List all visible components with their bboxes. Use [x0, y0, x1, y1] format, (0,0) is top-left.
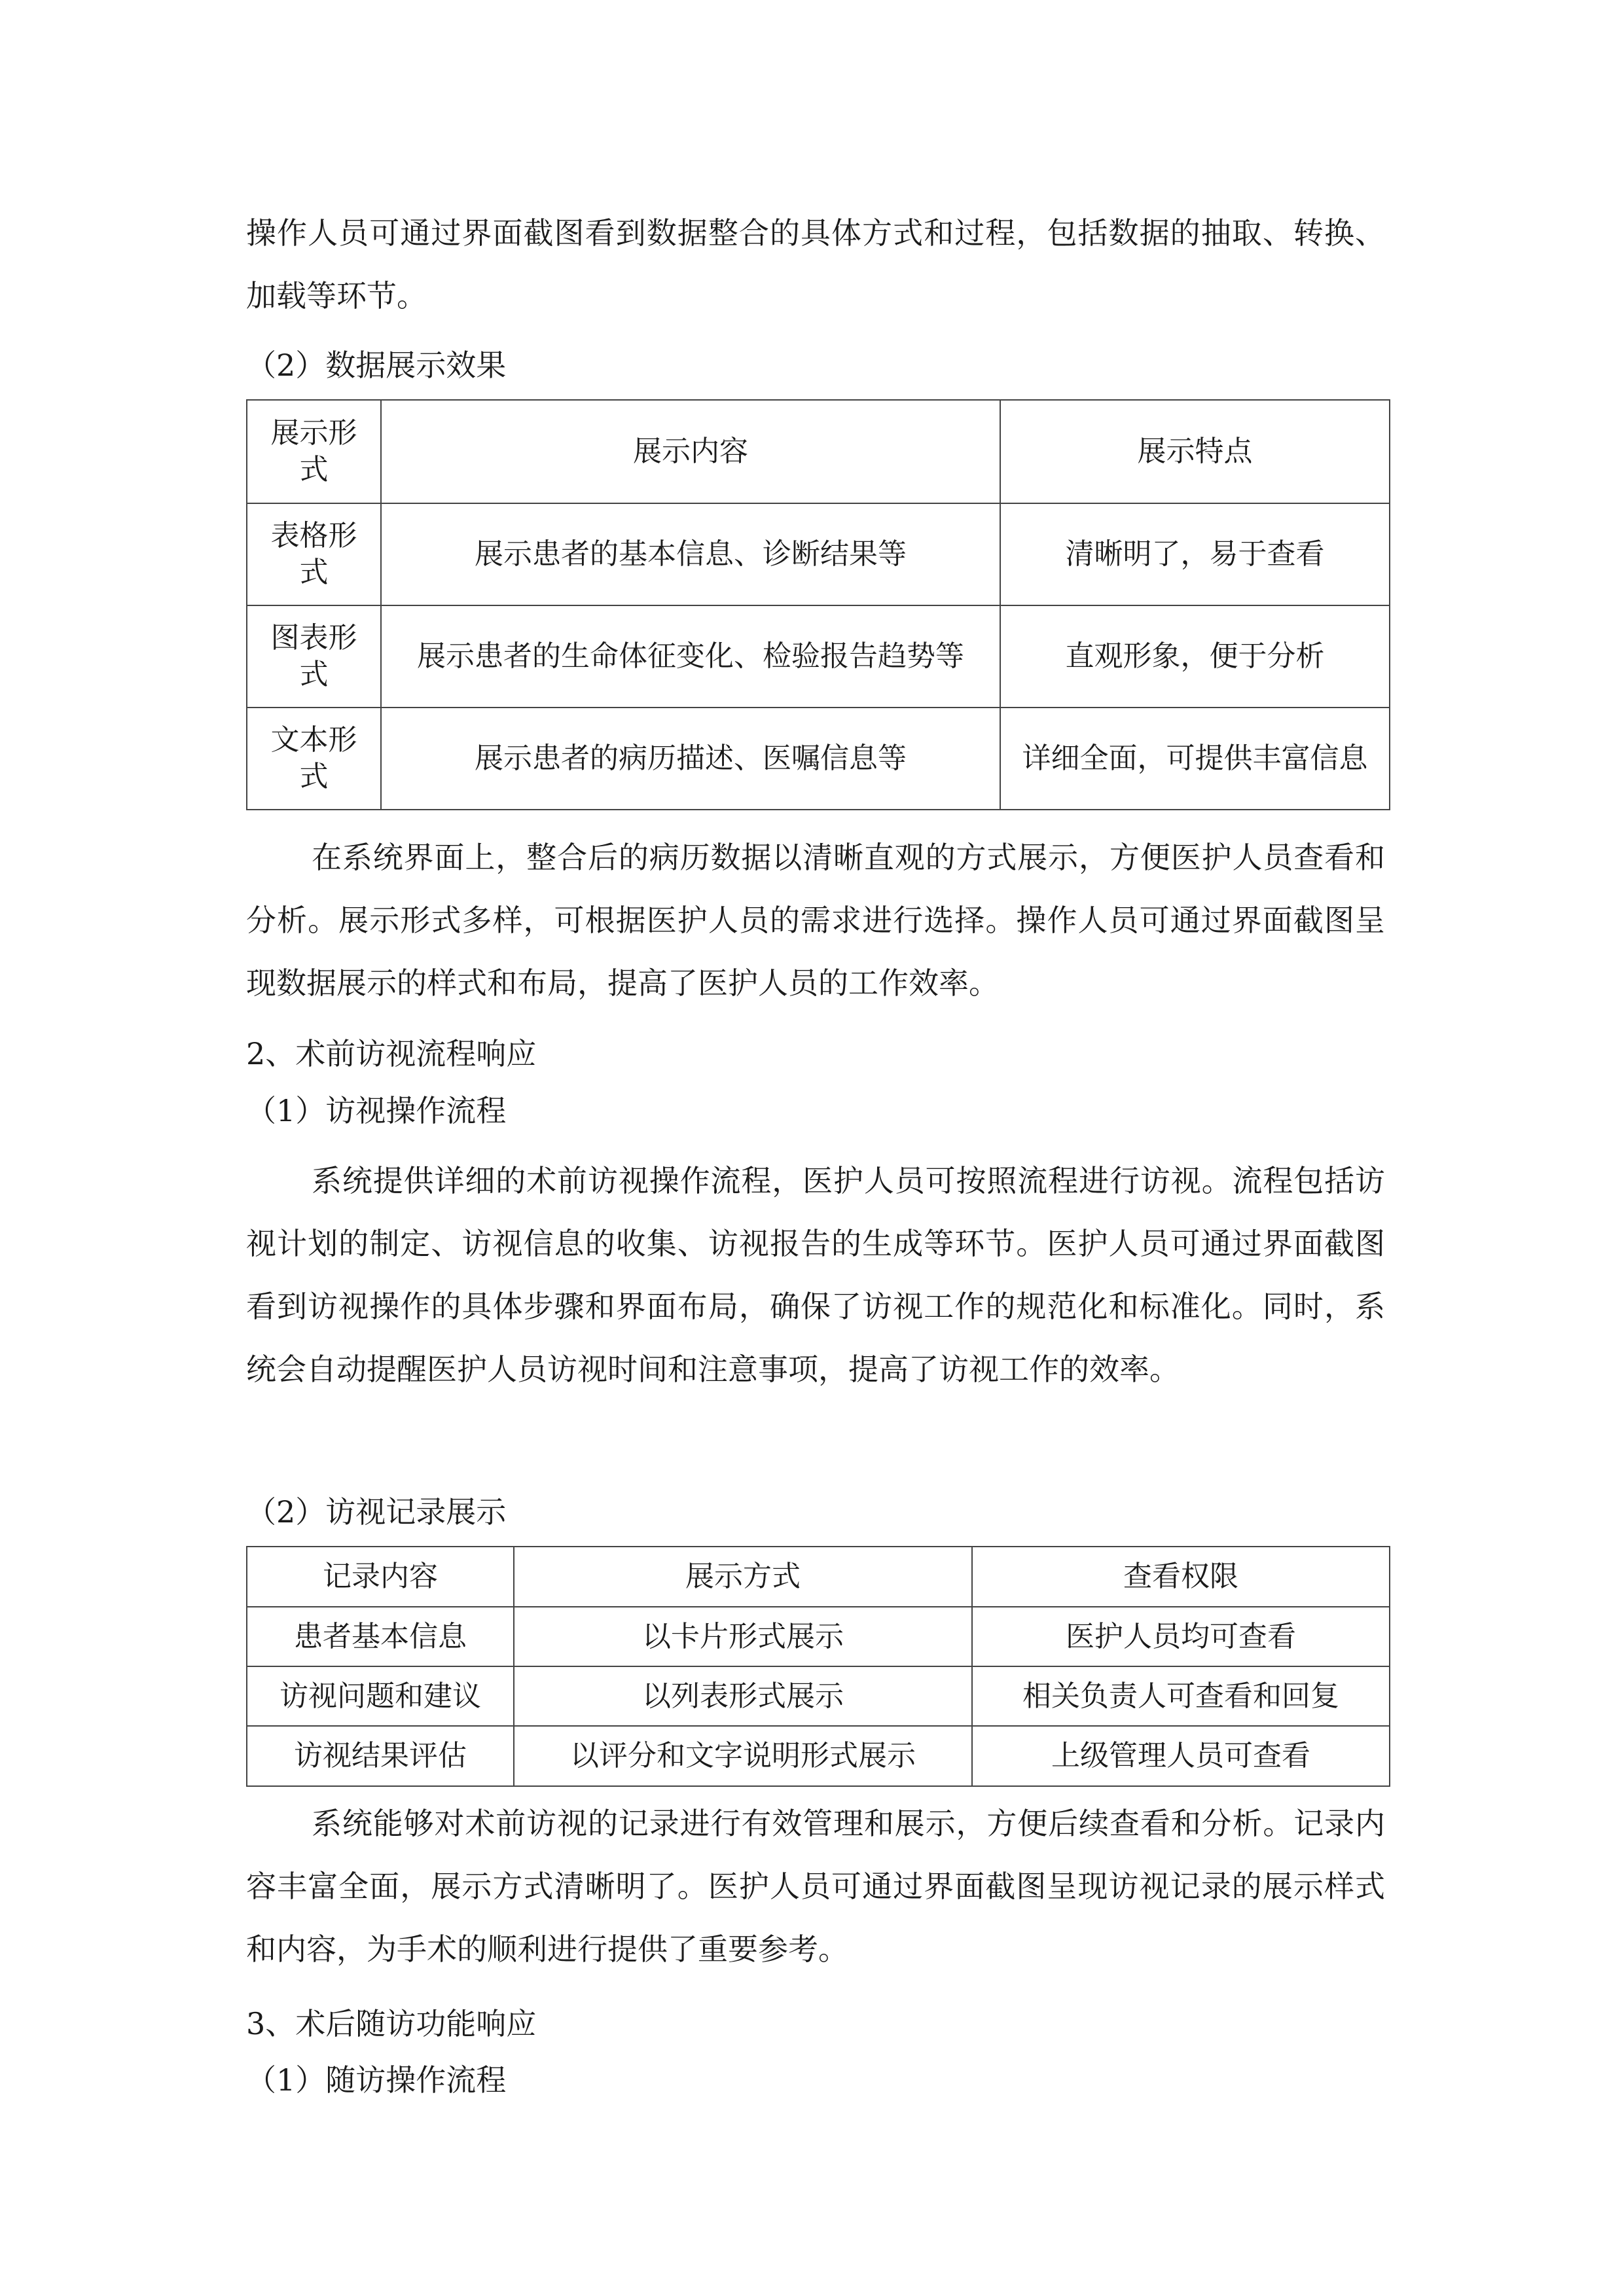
- table-cell: 以评分和文字说明形式展示: [514, 1726, 972, 1786]
- intro-paragraph: 操作人员可通过界面截图看到数据整合的具体方式和过程，包括数据的抽取、转换、加载等环节。: [246, 215, 1385, 314]
- followup-procedure-heading: （1）随访操作流程: [246, 2062, 507, 2098]
- table-cell: 详细全面，可提供丰富信息: [1000, 708, 1390, 810]
- visit-procedure-paragraph: 系统提供详细的术前访视操作流程，医护人员可按照流程进行访视。流程包括访视计划的制定、访视信息的收集、访视报告的生成等环节。医护人员可通过界面截图看到访视操作的具体步骤和界面布局，确保了访视工作的规范化和标准化。同时，系统会自动提醒医护人员访视时间和注意事项，提高了访视工作的效率。: [246, 1163, 1385, 1387]
- table-header-cell: 展示方式: [514, 1547, 972, 1607]
- table-cell: 清晰明了，易于查看: [1000, 503, 1390, 605]
- table-cell: 展示患者的病历描述、医嘱信息等: [381, 708, 1000, 810]
- table-header-cell: 查看权限: [972, 1547, 1390, 1607]
- display-effect-table: [246, 399, 1390, 810]
- table-cell: 上级管理人员可查看: [972, 1726, 1390, 1786]
- postop-followup-heading: 3、术后随访功能响应: [246, 2006, 537, 2041]
- table-header-cell: 记录内容: [247, 1547, 514, 1607]
- visit-procedure-heading: （1）访视操作流程: [246, 1093, 507, 1128]
- table-row: [247, 1607, 1390, 1666]
- table-cell: 图表形式: [247, 605, 381, 708]
- table-header-cell: 展示内容: [381, 400, 1000, 503]
- table-cell: 以列表形式展示: [514, 1666, 972, 1726]
- table-cell: 直观形象，便于分析: [1000, 605, 1390, 708]
- table-cell: 展示患者的基本信息、诊断结果等: [381, 503, 1000, 605]
- table-cell: 相关负责人可查看和回复: [972, 1666, 1390, 1726]
- table-row: [247, 503, 1390, 605]
- table-header-row: [247, 1547, 1390, 1607]
- table-cell: 文本形式: [247, 708, 381, 810]
- table-header-row: [247, 400, 1390, 503]
- display-effect-paragraph: 在系统界面上，整合后的病历数据以清晰直观的方式展示，方便医护人员查看和分析。展示形式多样，可根据医护人员的需求进行选择。操作人员可通过界面截图呈现数据展示的样式和布局，提高了医护人员的工作效率。: [246, 840, 1385, 1001]
- table-row: [247, 605, 1390, 708]
- table-cell: 医护人员均可查看: [972, 1607, 1390, 1666]
- table-cell: 展示患者的生命体征变化、检验报告趋势等: [381, 605, 1000, 708]
- visit-record-heading: （2）访视记录展示: [246, 1494, 507, 1530]
- table-header-cell: 展示特点: [1000, 400, 1390, 503]
- table-row: [247, 1726, 1390, 1786]
- table-row: [247, 1666, 1390, 1726]
- table-cell: 患者基本信息: [247, 1607, 514, 1666]
- visit-record-table: [246, 1546, 1390, 1787]
- table-row: [247, 708, 1390, 810]
- table-cell: 表格形式: [247, 503, 381, 605]
- display-effect-heading: （2）数据展示效果: [246, 348, 507, 383]
- preop-visit-heading: 2、术前访视流程响应: [246, 1036, 537, 1071]
- visit-record-paragraph: 系统能够对术前访视的记录进行有效管理和展示，方便后续查看和分析。记录内容丰富全面，展示方式清晰明了。医护人员可通过界面截图呈现访视记录的展示样式和内容，为手术的顺利进行提供了重要参考。: [246, 1806, 1385, 1967]
- table-cell: 以卡片形式展示: [514, 1607, 972, 1666]
- table-cell: 访视问题和建议: [247, 1666, 514, 1726]
- table-cell: 访视结果评估: [247, 1726, 514, 1786]
- table-header-cell: 展示形式: [247, 400, 381, 503]
